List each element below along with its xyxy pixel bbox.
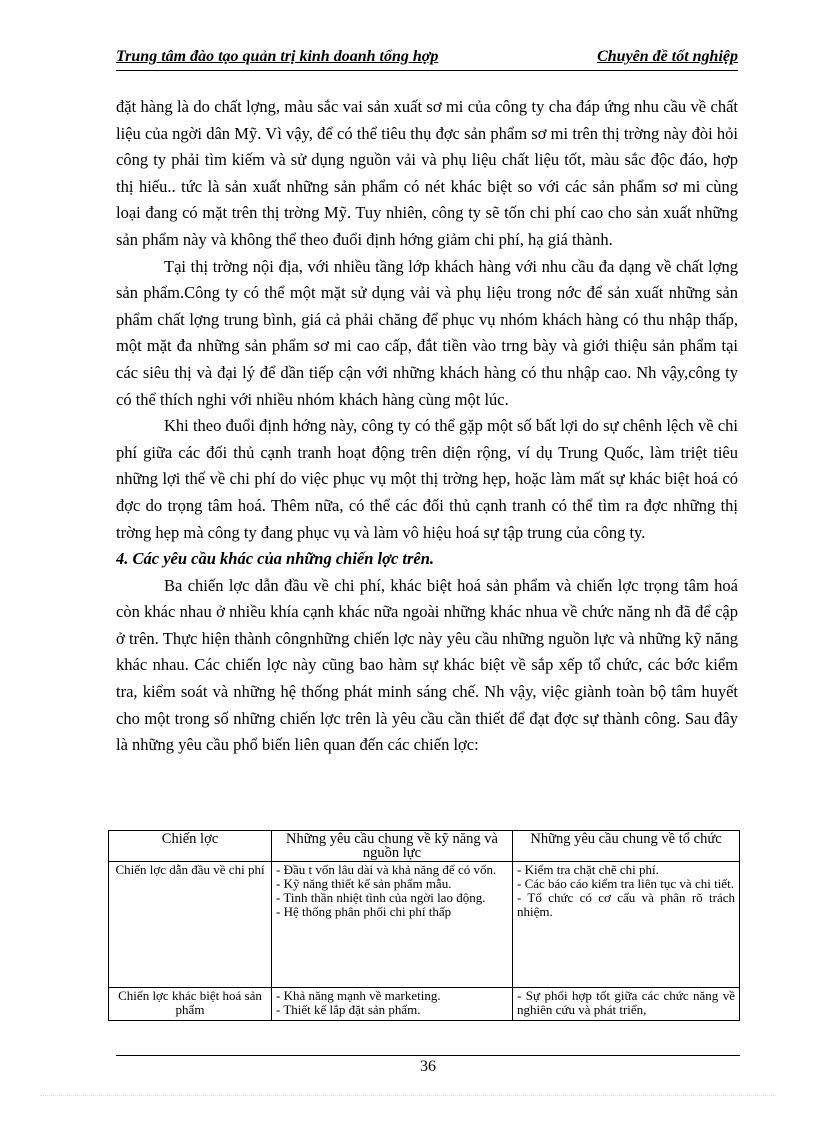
table-row xyxy=(109,988,740,1021)
table-row xyxy=(109,862,740,988)
table-header-strategy: Chiến lợc xyxy=(109,831,272,862)
org-item: - Các báo cáo kiểm tra liên tục và chi tiết. xyxy=(517,876,734,891)
table-cell-strategy: Chiến lợc dẫn đầu về chi phí xyxy=(109,862,272,988)
table-header-skills: Những yêu cầu chung về kỹ năng và nguồn lực xyxy=(272,831,513,862)
table-cell-organization xyxy=(513,862,740,988)
org-item: - Sự phối hợp tốt giữa các chức năng về nghiên cứu và phát triển, xyxy=(517,988,735,1017)
org-item: - Tổ chức có cơ cấu và phân rõ trách nhiệm. xyxy=(517,890,735,919)
table-cell-organization xyxy=(513,988,740,1021)
page-number: 36 xyxy=(420,1058,436,1075)
table-cell-strategy: Chiến lợc khác biệt hoá sản phẩm xyxy=(109,988,272,1021)
table-cell-skills xyxy=(272,862,513,988)
skill-item: - Tinh thần nhiệt tình của ngời lao động. xyxy=(276,890,486,905)
footer-divider xyxy=(116,1055,740,1056)
bottom-dotted-line xyxy=(40,1095,776,1096)
table-cell-skills xyxy=(272,988,513,1021)
paragraph-1: đặt hàng là do chất lợng, màu sắc vai sản xuất sơ mi của công ty cha đáp ứng nhu cầu về chất liệu của ngời dân Mỹ. Vì vậy, để có thể tiêu thụ đợc sản phẩm sơ mi trên thị trờng này đòi hỏi công ty phải tìm kiếm và sử dụng nguồn vải và phụ liệu chất liệu tốt, màu sắc độc đáo, hợp thị hiếu.. tức là sản xuất những sản phẩm có nét khác biệt so với các sản phẩm sơ mi cùng loại đang có mặt trên thị trờng Mỹ. Tuy nhiên, công ty sẽ tốn chi phí cao cho sản xuất những sản phẩm này và không thể theo đuổi định hớng giảm chi phí, hạ giá thành. xyxy=(116,97,738,249)
org-item: - Kiểm tra chặt chẽ chi phí. xyxy=(517,862,659,877)
document-body xyxy=(116,94,738,759)
paragraph-2: Tại thị trờng nội địa, với nhiều tầng lớp khách hàng với nhu cầu đa dạng về chất lợng sản phẩm.Công ty có thể một mặt sử dụng vải và phụ liệu trong nớc để sản xuất những sản phẩm chất lợng trung bình, giá cả phải chăng để phục vụ nhóm khách hàng có thu nhập thấp, một mặt đa những sản phẩm sơ mi cao cấp, đắt tiền vào trng bày và giới thiệu sản phẩm tại các siêu thị và đại lý để dần tiếp cận với những khách hàng có thu nhập cao. Nh vậy,công ty có thể thích nghi với nhiều nhóm khách hàng cùng một lúc. xyxy=(116,256,738,409)
section-heading: 4. Các yêu cầu khác của những chiến lợc trên. xyxy=(116,549,435,569)
section-paragraph: Ba chiến lợc dẫn đầu về chi phí, khác biệt hoá sản phẩm và chiến lợc trọng tâm hoá còn khác nhau ở nhiều khía cạnh khác nữa ngoài những khác nhua về chức năng nh đã để cập ở trên. Thực hiện thành côngnhững chiến lợc này yêu cầu những nguồn lực và những kỹ năng khác nhau. Các chiến lợc này cũng bao hàm sự khác biệt về sắp xếp tổ chức, các bớc kiểm tra, kiểm soát và những hệ thống phát minh sáng chế. Nh vậy, việc giành toàn bộ tâm huyết cho một trong số những chiến lợc trên là yêu cầu cần thiết để đạt đợc sự thành công. Sau đây là những yêu cầu phổ biến liên quan đến các chiến lợc: xyxy=(116,575,738,755)
skill-item: - Đầu t vốn lâu dài và khả năng để có vốn. xyxy=(276,862,497,877)
page-header xyxy=(116,48,738,71)
header-left-title: Trung tâm đào tạo quản trị kinh doanh tổng hợp xyxy=(116,48,439,65)
requirements-table xyxy=(108,830,740,1021)
header-right-title: Chuyên đề tốt nghiệp xyxy=(597,48,738,65)
table-header-row xyxy=(109,831,740,862)
table-header-organization: Những yêu cầu chung về tổ chức xyxy=(513,831,740,862)
skill-item: - Thiết kế lắp đặt sản phẩm. xyxy=(276,1002,421,1017)
paragraph-3: Khi theo đuổi định hớng này, công ty có thể gặp một số bất lợi do sự chênh lệch về chi phí giữa các đối thủ cạnh tranh hoạt động trên diện rộng, ví dụ Trung Quốc, làm triệt tiêu những lợi thế về chi phí do việc phục vụ một thị trờng hẹp, hoặc làm mất sự khác biệt hoá có đợc do trọng tâm hoá. Thêm nữa, có thể các đối thủ cạnh tranh có thể tìm ra đợc những thị trờng hẹp mà công ty đang phục vụ và làm vô hiệu hoá sự tập trung của công ty. xyxy=(116,416,738,542)
skill-item: - Kỹ năng thiết kế sản phẩm mẫu. xyxy=(276,876,452,891)
skill-item: - Khả năng mạnh về marketing. xyxy=(276,988,441,1003)
skill-item: - Hệ thống phân phối chi phí thấp xyxy=(276,904,452,919)
